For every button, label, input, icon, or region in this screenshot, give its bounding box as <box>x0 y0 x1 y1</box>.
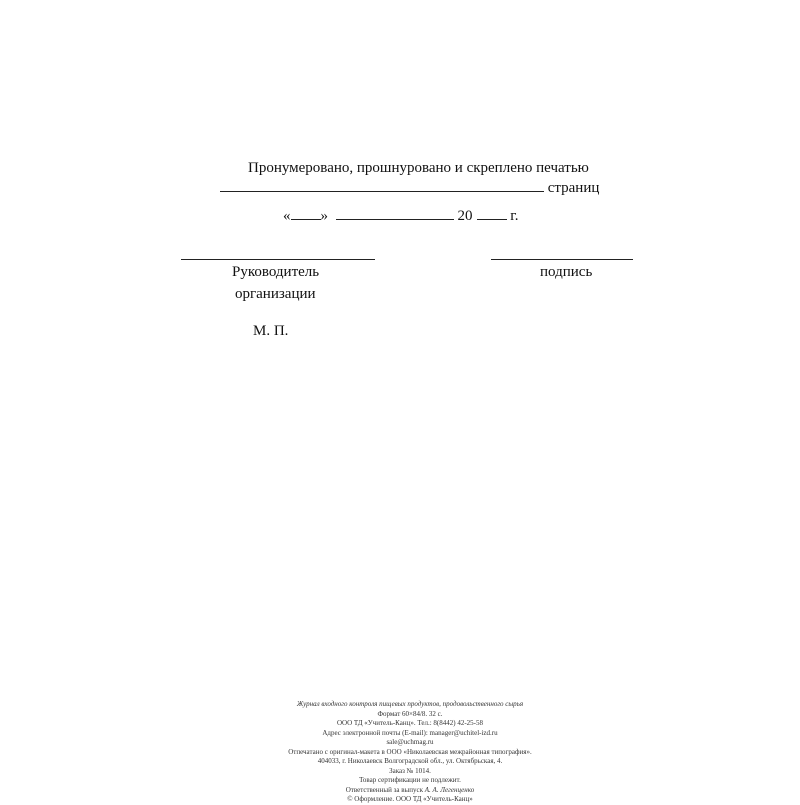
quote-close: » <box>320 208 328 224</box>
day-blank[interactable] <box>291 205 321 220</box>
imprint-title: Журнал входного контроля пищевых продуктов, продовольственного сырья <box>296 700 524 708</box>
imprint-cert: Товар сертификации не подлежит. <box>359 776 461 784</box>
signature-line[interactable] <box>491 259 633 260</box>
imprint-responsible <box>220 786 600 796</box>
certification-heading: Пронумеровано, прошнуровано и скреплено печатью <box>248 160 589 176</box>
stamp-place: М. П. <box>253 323 289 339</box>
date-row <box>283 205 518 225</box>
imprint-order: Заказ № 1014. <box>389 766 431 775</box>
year-prefix: 20 <box>457 208 473 224</box>
head-signature-line[interactable] <box>181 259 375 260</box>
head-label-1: Руководитель <box>232 264 320 280</box>
head-label-2: организации <box>235 286 316 302</box>
imprint-email2: sale@uchmag.ru <box>386 738 434 746</box>
imprint-email: Адрес электронной почты (E-mail): manager@uchitel-izd.ru <box>322 728 498 737</box>
year-blank[interactable] <box>477 205 507 220</box>
imprint-printed: Отпечатано с оригинал-макета в ООО «Николаевская межрайонная типография». <box>288 747 532 756</box>
month-blank[interactable] <box>336 205 454 220</box>
imprint-format: Формат 60×84/8. 32 с. <box>377 709 443 718</box>
pages-count-blank[interactable] <box>220 177 544 192</box>
imprint-address: 404033, г. Николаевск Волгоградской обл., ул. Октябрьская, 4. <box>317 757 503 765</box>
imprint-publisher: ООО ТД «Учитель-Канц». Тел.: 8(8442) 42-25-58 <box>337 719 483 727</box>
pages-count-row <box>220 177 599 197</box>
pages-word: страниц <box>547 180 600 196</box>
responsible-prefix: Ответственный за выпуск <box>345 785 423 794</box>
year-suffix: г. <box>510 208 519 224</box>
imprint-design: © Оформление. ООО ТД «Учитель-Канц» <box>347 795 473 803</box>
signature-label: подпись <box>540 264 593 280</box>
imprint-block <box>220 700 600 805</box>
quote-open: « <box>283 208 291 224</box>
responsible-name: А. А. Легенценко <box>424 785 475 794</box>
